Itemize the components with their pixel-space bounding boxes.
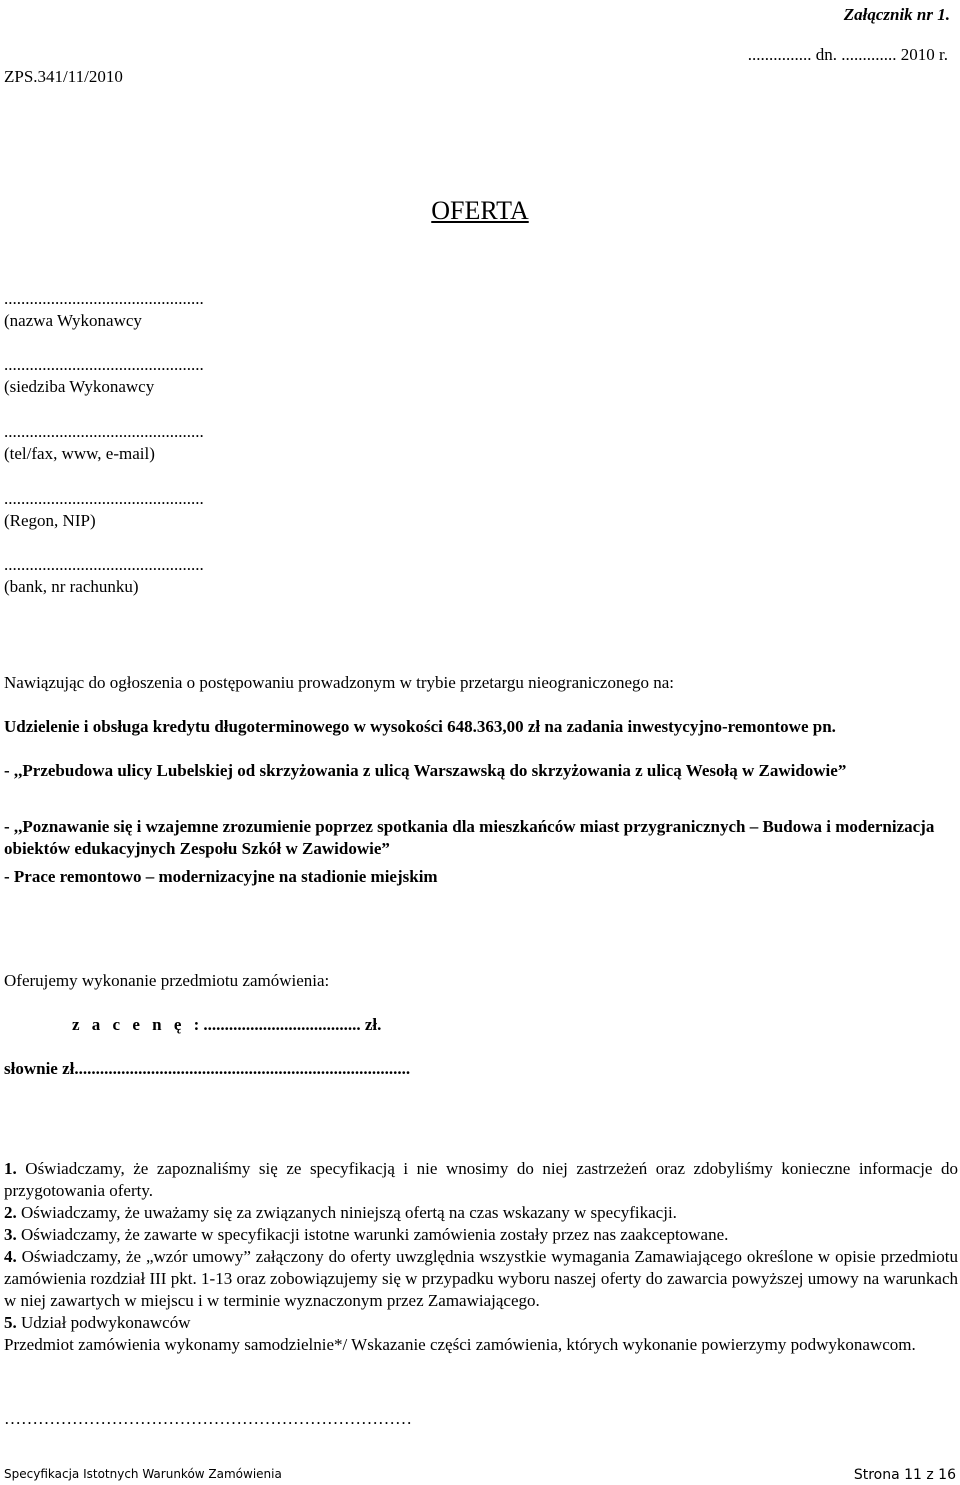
statement-2 xyxy=(4,1202,958,1224)
fill-in-dots: ............................................... xyxy=(4,355,204,374)
field-caption: (tel/fax, www, e-mail) xyxy=(4,444,155,463)
footer-document-name: Specyfikacja Istotnych Warunków Zamówienia xyxy=(4,1467,282,1481)
price-in-words-value: ............................................................................... xyxy=(74,1059,411,1078)
task-item-2: - ,,Poznawanie się i wzajemne zrozumienie poprzez spotkania dla mieszkańców miast przygranicznych – Budowa i modernizacja obiektów edukacyjnych Zespołu Szkół w Zawidowie” xyxy=(4,817,935,858)
price-value: ..................................... zł. xyxy=(203,1015,382,1034)
statement-number: 1. xyxy=(4,1159,17,1178)
annex-label: Załącznik nr 1. xyxy=(843,5,950,24)
field-caption: (bank, nr rachunku) xyxy=(4,577,139,596)
fill-in-dots: ............................................... xyxy=(4,555,204,574)
statement-text: Oświadczamy, że uważamy się za związanych niniejszą ofertą na czas wskazany w specyfikacji. xyxy=(16,1203,677,1222)
subcontract-text: Przedmiot zamówienia wykonamy samodzielnie*/ Wskazanie części zamówienia, których wykonanie powierzymy podwykonawcom. xyxy=(4,1335,916,1354)
statement-text: Oświadczamy, że „wzór umowy” załączony do oferty uwzględnia wszystkie wymagania Zamawiającego określone w opisie przedmiotu zamówienia rozdział III pkt. 1-13 oraz zobowiązujemy się w przypadku wyboru naszej oferty do zawarcia powyższej umowy na warunkach w niej zawartych w miejscu i w terminie wyznaczonym przez Zamawiającego. xyxy=(4,1247,958,1310)
statement-1 xyxy=(4,1158,958,1202)
field-caption: (Regon, NIP) xyxy=(4,511,96,530)
task-item-3: - Prace remontowo – modernizacyjne na stadionie miejskim xyxy=(4,867,438,886)
fill-in-dots: ............................................... xyxy=(4,489,204,508)
field-caption: (siedziba Wykonawcy xyxy=(4,377,155,396)
contractor-bank-field xyxy=(4,554,204,598)
contractor-name-field xyxy=(4,288,204,332)
statement-text: Oświadczamy, że zawarte w specyfikacji istotne warunki zamówienia zostały przez nas zaakceptowane. xyxy=(16,1225,729,1244)
intro-paragraph: Nawiązując do ogłoszenia o postępowaniu prowadzonym w trybie przetargu nieograniczonego na: xyxy=(4,673,675,692)
price-in-words-label: słownie zł xyxy=(4,1059,75,1078)
statement-text: Oświadczamy, że zapoznaliśmy się ze specyfikacją i nie wnosimy do niej zastrzeżeń oraz zdobyliśmy konieczne informacje do przygotowania oferty. xyxy=(4,1159,958,1200)
statement-number: 2. xyxy=(4,1203,17,1222)
statements-list xyxy=(4,1158,958,1356)
statement-number: 5. xyxy=(4,1313,17,1332)
reference-number: ZPS.341/11/2010 xyxy=(4,67,123,86)
statement-number: 3. xyxy=(4,1225,17,1244)
price-in-words-line xyxy=(4,1058,410,1080)
fill-in-dots: ............................................... xyxy=(4,422,204,441)
offer-lead: Oferujemy wykonanie przedmiotu zamówienia: xyxy=(4,971,330,990)
statement-number: 4. xyxy=(4,1247,17,1266)
field-caption: (nazwa Wykonawcy xyxy=(4,311,142,330)
footer-page-number: Strona 11 z 16 xyxy=(853,1467,956,1483)
statement-4 xyxy=(4,1246,958,1312)
task-item-1: - ,,Przebudowa ulicy Lubelskiej od skrzyżowania z ulicą Warszawską do skrzyżowania z ulicą Wesołą w Zawidowie” xyxy=(4,761,847,780)
statement-5 xyxy=(4,1312,958,1334)
document-title: OFERTA xyxy=(431,196,529,225)
contractor-contact-field xyxy=(4,421,204,465)
contractor-seat-field xyxy=(4,354,204,398)
contractor-regon-field xyxy=(4,488,204,532)
date-line: ............... dn. ............. 2010 r. xyxy=(747,45,948,64)
price-label: z a c e n ę : xyxy=(72,1015,204,1034)
fill-in-dots: ............................................... xyxy=(4,289,204,308)
statement-3 xyxy=(4,1224,958,1246)
price-line xyxy=(72,1014,381,1036)
blank-fill-line: ……………………………………………………………… xyxy=(4,1409,412,1428)
statement-text: Udział podwykonawców xyxy=(16,1313,191,1332)
procurement-subject: Udzielenie i obsługa kredytu długoterminowego w wysokości 648.363,00 zł na zadania inwestycyjno-remontowe pn. xyxy=(4,717,836,736)
